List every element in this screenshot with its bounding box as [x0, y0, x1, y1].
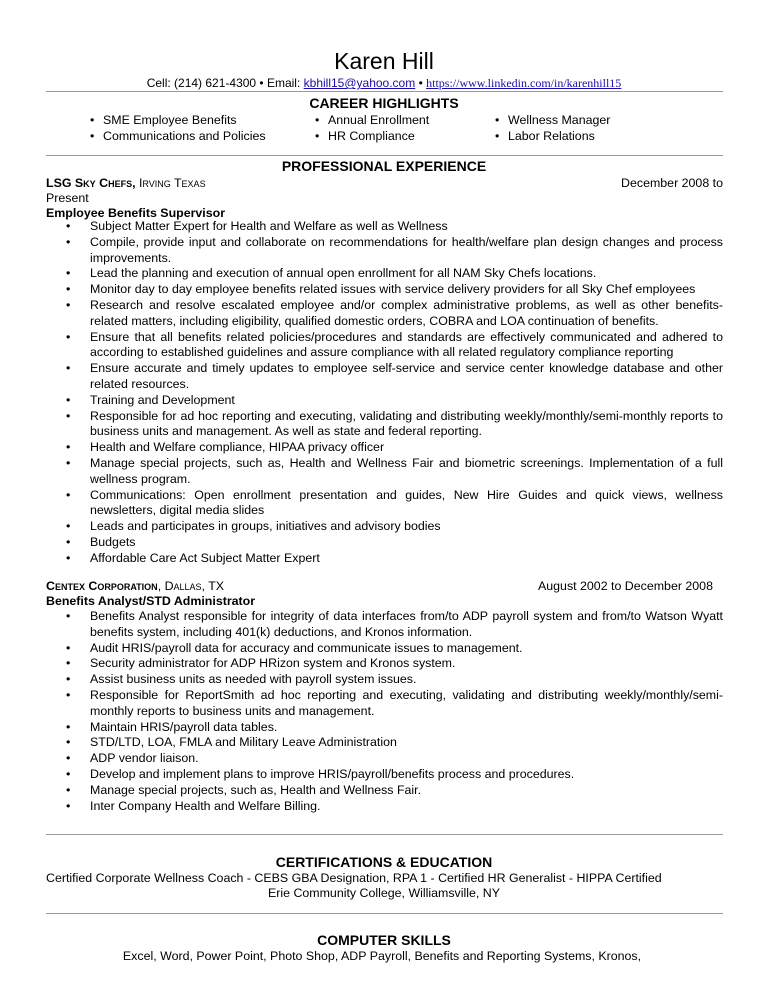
job-1-employer: [46, 176, 206, 192]
linkedin-link[interactable]: https://www.linkedin.com/in/karenhill15: [426, 76, 622, 90]
list-item: • Manage special projects, such as, Health and Wellness Fair and biometric screenings. Implementation of a full wellness program.: [46, 456, 723, 488]
list-item: • Ensure that all benefits related policies/procedures and standards are effectively communicated and adhered to according to established guidelines and assure compliance with all related regulatory compliance reporting: [46, 330, 723, 362]
list-item: • Monitor day to day employee benefits related issues with service delivery providers for all Sky Chef employees: [46, 282, 723, 298]
contact-line: [0, 76, 768, 91]
job-2-dates: August 2002 to December 2008: [538, 579, 713, 593]
list-item: • Audit HRIS/payroll data for accuracy and communicate issues to management.: [46, 641, 723, 657]
job-2-location: , Dallas, TX: [157, 579, 225, 593]
certifications-line: Certified Corporate Wellness Coach - CEBS GBA Designation, RPA 1 - Certified HR Generalist - HIPPA Certified: [46, 871, 662, 885]
list-item: • Research and resolve escalated employee and/or complex administrative problems, as well as other benefits-related matters, including eligibility, qualified domestic orders, COBRA and LOA continuation of benefits.: [46, 298, 723, 330]
email-link[interactable]: kbhill15@yahoo.com: [303, 76, 416, 90]
list-item: • Manage special projects, such as, Health and Wellness Fair.: [46, 783, 723, 799]
list-item: • Develop and implement plans to improve HRIS/payroll/benefits process and procedures.: [46, 767, 723, 783]
highlights-column-1: [90, 112, 266, 144]
highlight-item: • HR Compliance: [315, 129, 415, 143]
highlight-item: • Annual Enrollment: [315, 113, 430, 127]
list-item: • Subject Matter Expert for Health and Welfare as well as Wellness: [46, 219, 723, 235]
job-1-company: LSG Sky Chefs,: [46, 176, 136, 190]
job-1-duties: [46, 219, 723, 567]
list-item: • Leads and participates in groups, initiatives and advisory bodies: [46, 519, 723, 535]
list-item: • Inter Company Health and Welfare Billing.: [46, 799, 723, 815]
job-2-company: Centex Corporation: [46, 579, 158, 593]
list-item: • Budgets: [46, 535, 723, 551]
job-1-dates-continued: Present: [46, 191, 89, 205]
experience-heading: PROFESSIONAL EXPERIENCE: [281, 158, 487, 174]
cell-and-email-label: Cell: (214) 621-4300 • Email:: [146, 76, 301, 90]
list-item: • Lead the planning and execution of annual open enrollment for all NAM Sky Chefs locations.: [46, 266, 723, 282]
divider: [46, 834, 723, 835]
list-item: • Benefits Analyst responsible for integrity of data interfaces from/to ADP payroll system and from/to Watson Wyatt benefits system, including 401(k) deductions, and Kronos information.: [46, 609, 723, 641]
career-highlights-heading: CAREER HIGHLIGHTS: [309, 95, 459, 111]
divider: [46, 155, 723, 156]
list-item: • Communications: Open enrollment presentation and guides, New Hire Guides and quick views, wellness newsletters, digital media slides: [46, 488, 723, 520]
job-2-title: Benefits Analyst/STD Administrator: [46, 594, 256, 608]
job-2-duties: [46, 609, 723, 814]
job-1-location: Irving Texas: [138, 176, 206, 190]
highlight-item: • Labor Relations: [495, 129, 595, 143]
list-item: • Affordable Care Act Subject Matter Expert: [46, 551, 723, 567]
candidate-name: Karen Hill: [334, 48, 434, 74]
list-item: • STD/LTD, LOA, FMLA and Military Leave Administration: [46, 735, 723, 751]
computer-skills-heading: COMPUTER SKILLS: [317, 932, 451, 948]
highlight-item: • SME Employee Benefits: [90, 113, 237, 127]
education-line: Erie Community College, Williamsville, NY: [267, 886, 501, 900]
job-1-dates: December 2008 to: [621, 176, 723, 190]
list-item: • Responsible for ReportSmith ad hoc reporting and executing, validating and distributing weekly/monthly/semi-monthly reports to business units and management.: [46, 688, 723, 720]
divider: [46, 913, 723, 914]
highlights-column-2: [315, 112, 429, 144]
job-2-employer: [46, 579, 224, 595]
highlight-item: • Wellness Manager: [495, 113, 611, 127]
list-item: • Security administrator for ADP HRizon system and Kronos system.: [46, 656, 723, 672]
list-item: • Compile, provide input and collaborate on recommendations for health/welfare plan design changes and process improvements.: [46, 235, 723, 267]
computer-skills-line: Excel, Word, Power Point, Photo Shop, ADP Payroll, Benefits and Reporting Systems, Kronos,: [122, 949, 642, 963]
contact-separator: •: [418, 76, 423, 90]
certifications-heading: CERTIFICATIONS & EDUCATION: [275, 854, 493, 870]
list-item: • Responsible for ad hoc reporting and executing, validating and distributing weekly/monthly/semi-monthly reports to business units and management. As well as state and federal reporting.: [46, 409, 723, 441]
list-item: • Health and Welfare compliance, HIPAA privacy officer: [46, 440, 723, 456]
list-item: • ADP vendor liaison.: [46, 751, 723, 767]
highlights-column-3: [495, 112, 610, 144]
divider: [46, 91, 723, 92]
highlight-item: • Communications and Policies: [90, 129, 266, 143]
list-item: • Assist business units as needed with payroll system issues.: [46, 672, 723, 688]
job-1-title: Employee Benefits Supervisor: [46, 206, 226, 220]
list-item: • Maintain HRIS/payroll data tables.: [46, 720, 723, 736]
list-item: • Ensure accurate and timely updates to employee self-service and service center knowledge database and other related resources.: [46, 361, 723, 393]
list-item: • Training and Development: [46, 393, 723, 409]
